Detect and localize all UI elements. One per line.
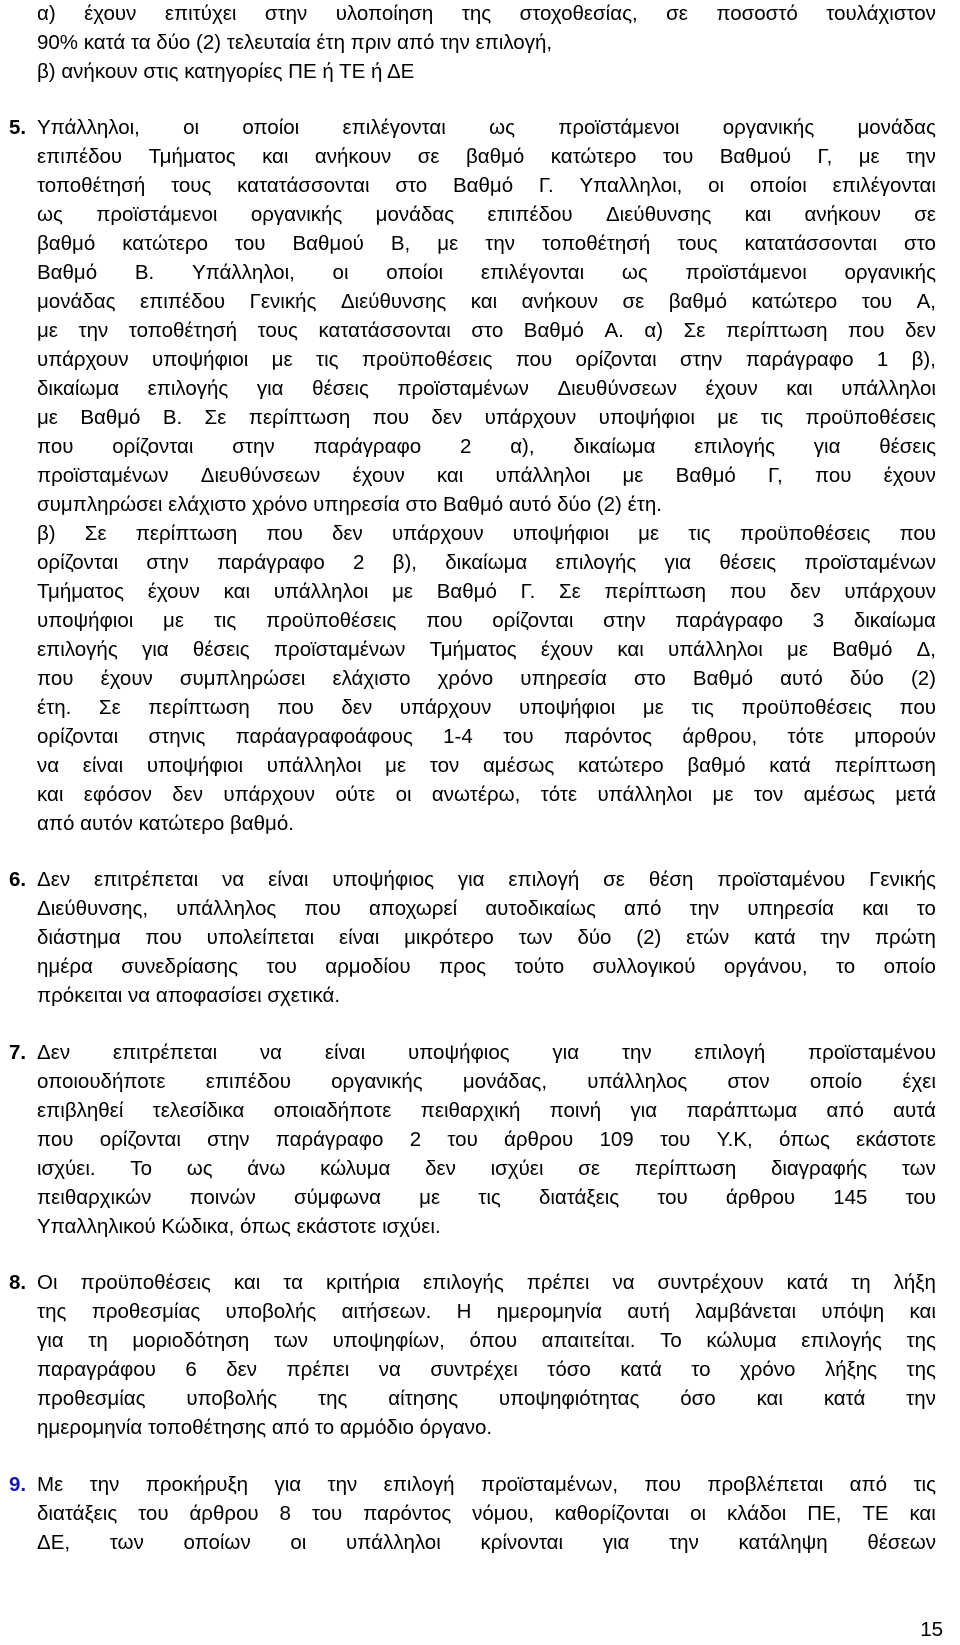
paragraph-line: πρόκειται να αποφασίσει σχετικά. xyxy=(37,984,341,1007)
paragraph-line: διατάξεις του άρθρου 8 του παρόντος νόμου, καθορίζονται οι κλάδοι ΠΕ, ΤΕ και xyxy=(37,1502,936,1525)
paragraph-line: ως προϊστάμενοι οργανικής μονάδας επιπέδου Διεύθυνσης και ανήκουν σε xyxy=(37,203,936,226)
item-number: 5. xyxy=(9,116,27,139)
paragraph-line: παραγράφου 6 δεν πρέπει να συντρέχει τόσο κατά το χρόνο λήξης της xyxy=(37,1358,936,1381)
paragraph-line: συμπληρώσει ελάχιστο χρόνο υπηρεσία στο Βαθμό αυτό δύο (2) έτη. xyxy=(37,493,662,516)
paragraph-line: Με την προκήρυξη για την επιλογή προϊσταμένων, που προβλέπεται από τις xyxy=(37,1473,936,1496)
paragraph-line: ορίζονται στην παράγραφο 2 β), δικαίωμα επιλογής για θέσεις προϊσταμένων xyxy=(37,551,936,574)
paragraph-line: προϊσταμένων Διευθύνσεων έχουν και υπάλληλοι με Βαθμό Γ, που έχουν xyxy=(37,464,936,487)
page-number: 15 xyxy=(920,1618,943,1641)
paragraph-line: Διεύθυνσης, υπάλληλος που αποχωρεί αυτοδικαίως από την υπηρεσία και το xyxy=(37,897,936,920)
item-number: 6. xyxy=(9,868,27,891)
paragraph-line: δικαίωμα επιλογής για θέσεις προϊσταμένων Διευθύνσεων έχουν και υπάλληλοι xyxy=(37,377,936,400)
paragraph-line: και εφόσον δεν υπάρχουν ούτε οι ανωτέρω, τότε υπάλληλοι με τον αμέσως μετά xyxy=(37,783,936,806)
paragraph-line: Υπαλληλικού Κώδικα, όπως εκάστοτε ισχύει. xyxy=(37,1215,441,1238)
paragraph-line: Οι προϋποθέσεις και τα κριτήρια επιλογής πρέπει να συντρέχουν κατά τη λήξη xyxy=(37,1271,936,1294)
paragraph-line: της προθεσμίας υποβολής αιτήσεων. Η ημερομηνία αυτή λαμβάνεται υπόψη και xyxy=(37,1300,936,1323)
paragraph-line: πειθαρχικών ποινών σύμφωνα με τις διατάξεις του άρθρου 145 του xyxy=(37,1186,936,1209)
item-number: 7. xyxy=(9,1041,27,1064)
paragraph-line: Δεν επιτρέπεται να είναι υποψήφιος για την επιλογή προϊσταμένου xyxy=(37,1041,936,1064)
paragraph-line: διάστημα που υπολείπεται είναι μικρότερο των δύο (2) ετών κατά την πρώτη xyxy=(37,926,936,949)
paragraph-line: ΔΕ, των οποίων οι υπάλληλοι κρίνονται για την κατάληψη θέσεων xyxy=(37,1531,936,1554)
paragraph-line: που έχουν συμπληρώσει ελάχιστο χρόνο υπηρεσία στο Βαθμό αυτό δύο (2) xyxy=(37,667,936,690)
paragraph-line: Τμήματος έχουν και υπάλληλοι με Βαθμό Γ. Σε περίπτωση που δεν υπάρχουν xyxy=(37,580,936,603)
paragraph-line: ημέρα συνεδρίασης του αρμοδίου προς τούτο συλλογικού οργάνου, το οποίο xyxy=(37,955,936,978)
paragraph-line: για τη μοριοδότηση των υποψηφίων, όπου απαιτείται. Το κώλυμα επιλογής της xyxy=(37,1329,936,1352)
paragraph-line: έτη. Σε περίπτωση που δεν υπάρχουν υποψήφιοι με τις προϋποθέσεις που xyxy=(37,696,936,719)
paragraph-line: ορίζονται στηνις παράαγραφοάφους 1-4 του παρόντος άρθρου, τότε μπορούν xyxy=(37,725,936,748)
item-number: 9. xyxy=(9,1473,27,1496)
paragraph-line: μονάδας επιπέδου Γενικής Διεύθυνσης και ανήκουν σε βαθμό κατώτερο του Α, xyxy=(37,290,936,313)
paragraph-line: που ορίζονται στην παράγραφο 2 α), δικαίωμα επιλογής για θέσεις xyxy=(37,435,936,458)
paragraph-line: από αυτόν κατώτερο βαθμό. xyxy=(37,812,294,835)
paragraph-line: β) Σε περίπτωση που δεν υπάρχουν υποψήφιοι με τις προϋποθέσεις που xyxy=(37,522,936,545)
item-number: 8. xyxy=(9,1271,27,1294)
intro-line: β) ανήκουν στις κατηγορίες ΠΕ ή ΤΕ ή ΔΕ xyxy=(37,60,415,83)
paragraph-line: οποιουδήποτε επιπέδου οργανικής μονάδας, υπάλληλος στον οποίο έχει xyxy=(37,1070,936,1093)
paragraph-line: Βαθμό Β. Υπάλληλοι, οι οποίοι επιλέγονται ως προϊστάμενοι οργανικής xyxy=(37,261,936,284)
paragraph-line: Δεν επιτρέπεται να είναι υποψήφιος για επιλογή σε θέση προϊσταμένου Γενικής xyxy=(37,868,936,891)
paragraph-line: ισχύει. Το ως άνω κώλυμα δεν ισχύει σε περίπτωση διαγραφής των xyxy=(37,1157,936,1180)
paragraph-line: επιπέδου Τμήματος και ανήκουν σε βαθμό κατώτερο του Βαθμού Γ, με την xyxy=(37,145,936,168)
paragraph-line: ημερομηνία τοποθέτησης από το αρμόδιο όργανο. xyxy=(37,1416,493,1439)
intro-line: α) έχουν επιτύχει στην υλοποίηση της στοχοθεσίας, σε ποσοστό τουλάχιστον xyxy=(37,2,936,25)
paragraph-line: τοποθέτησή τους κατατάσσονται στο Βαθμό Γ. Υπαλληλοι, οι οποίοι επιλέγονται xyxy=(37,174,936,197)
paragraph-line: να είναι υποψήφιοι υπάλληλοι με τον αμέσως κατώτερο βαθμό κατά περίπτωση xyxy=(37,754,936,777)
paragraph-line: υπάρχουν υποψήφιοι με τις προϋποθέσεις που ορίζονται στην παράγραφο 1 β), xyxy=(37,348,936,371)
intro-line: 90% κατά τα δύο (2) τελευταία έτη πριν από την επιλογή, xyxy=(37,31,553,54)
paragraph-line: υποψήφιοι με τις προϋποθέσεις που ορίζονται στην παράγραφο 3 δικαίωμα xyxy=(37,609,936,632)
paragraph-line: βαθμό κατώτερο του Βαθμού Β, με την τοποθέτησή τους κατατάσσονται στο xyxy=(37,232,936,255)
paragraph-line: με την τοποθέτησή τους κατατάσσονται στο Βαθμό Α. α) Σε περίπτωση που δεν xyxy=(37,319,936,342)
paragraph-line: με Βαθμό Β. Σε περίπτωση που δεν υπάρχουν υποψήφιοι με τις προϋποθέσεις xyxy=(37,406,936,429)
paragraph-line: προθεσμίας υποβολής της αίτησης υποψηφιότητας όσο και κατά την xyxy=(37,1387,936,1410)
paragraph-line: επιβληθεί τελεσίδικα οποιαδήποτε πειθαρχική ποινή για παράπτωμα από αυτά xyxy=(37,1099,936,1122)
paragraph-line: επιλογής για θέσεις προϊσταμένων Τμήματος έχουν και υπάλληλοι με Βαθμό Δ, xyxy=(37,638,936,661)
paragraph-line: Υπάλληλοι, οι οποίοι επιλέγονται ως προϊστάμενοι οργανικής μονάδας xyxy=(37,116,936,139)
paragraph-line: που ορίζονται στην παράγραφο 2 του άρθρου 109 του Υ.Κ, όπως εκάστοτε xyxy=(37,1128,936,1151)
